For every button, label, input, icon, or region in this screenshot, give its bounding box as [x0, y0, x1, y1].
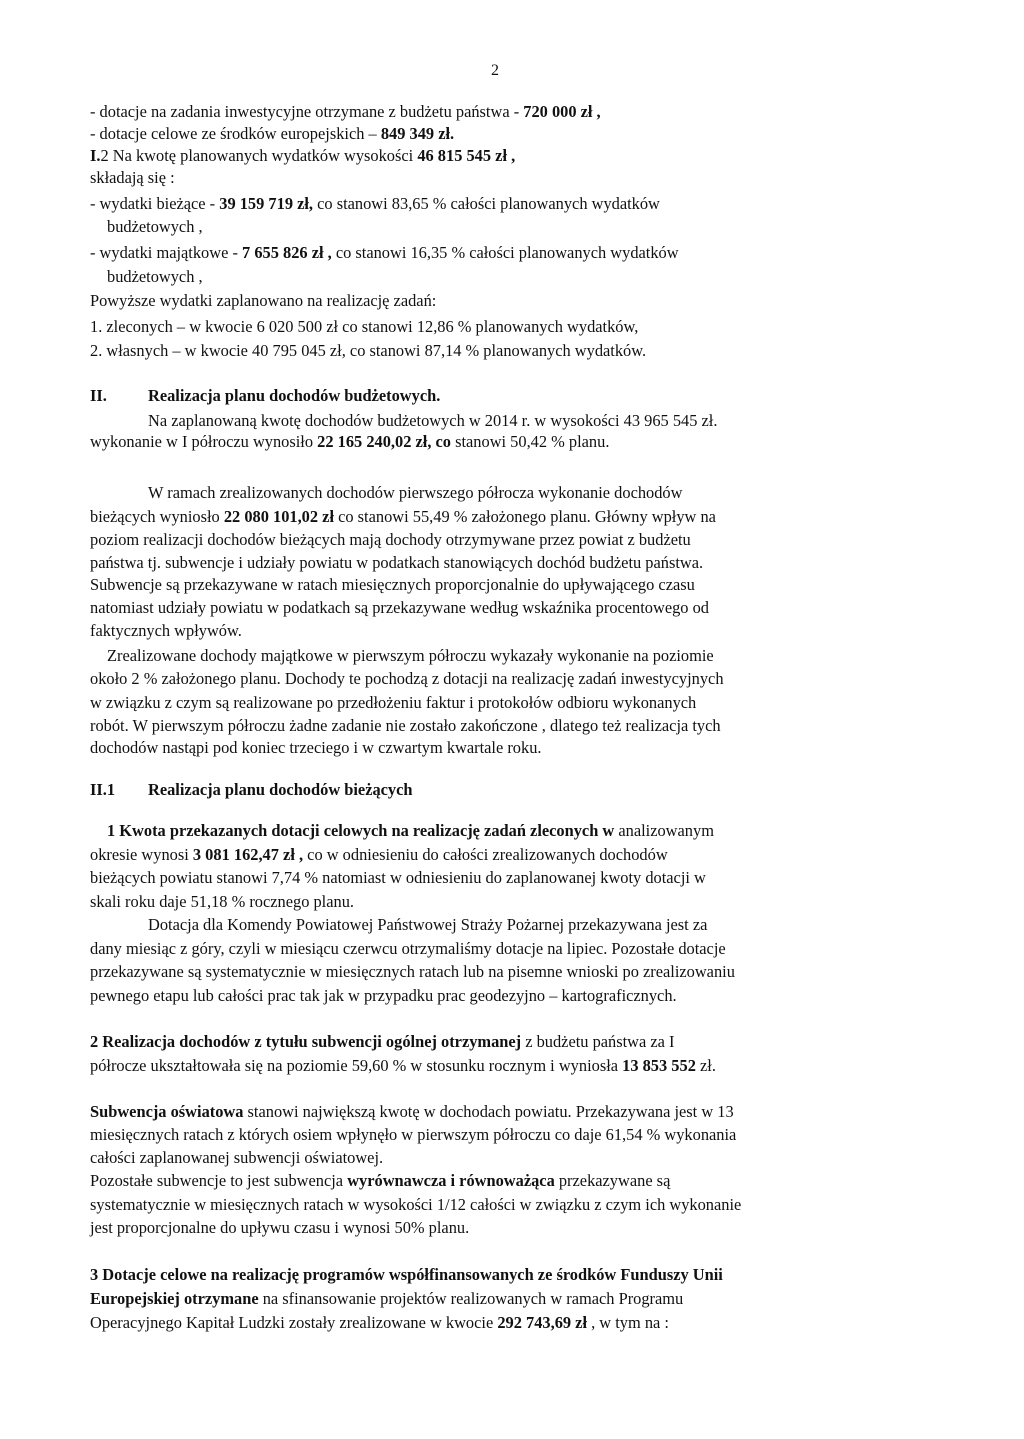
para-2-line-5: dochodów nastąpi pod koniec trzeciego i w czwartym kwartale roku. [90, 738, 542, 757]
item-1-line-2-amount: 3 081 162,47 zł , [192, 845, 304, 864]
item-1-line-8: pewnego etapu lub całości prac tak jak w przypadku prac geodezyjno – kartograficznych. [90, 986, 677, 1005]
intro-line-7-rest: co stanowi 16,35 % całości planowanych wydatków [331, 243, 679, 262]
para-1-line-2-text: bieżących wyniosło [90, 507, 224, 526]
item-4-line-3 [90, 1312, 669, 1334]
item-2-line-2-text: półrocze ukształtowała się na poziomie 59,60 % w stosunku rocznym i wyniosła [90, 1056, 623, 1075]
para-2-line-4: robót. W pierwszym półroczu żadne zadanie nie zostało zakończone , dlatego też realizacja tych [90, 716, 721, 735]
item-1-line-3: bieżących powiatu stanowi 7,74 % natomiast w odniesieniu do zaplanowanej kwoty dotacji w [90, 868, 706, 887]
item-1-line-4: skali roku daje 51,18 % rocznego planu. [90, 892, 354, 911]
item-1-line-2 [90, 844, 668, 866]
para-1-line-3: poziom realizacji dochodów bieżących mają dochody otrzymywane przez powiat z budżetu [90, 530, 691, 549]
item-4-line-1: 3 Dotacje celowe na realizację programów współfinansowanych ze środków Funduszy Unii [90, 1265, 723, 1284]
item-2-line-1-heading: 2 Realizacja dochodów z tytułu subwencji ogólnej otrzymanej [90, 1032, 522, 1051]
item-3-line-6: jest proporcjonalne do upływu czasu i wynosi 50% planu. [90, 1218, 470, 1237]
item-2-line-1-rest: z budżetu państwa za I [521, 1032, 675, 1051]
intro-line-3-text: 2 Na kwotę planowanych wydatków wysokości [100, 146, 418, 165]
item-4-line-3-text: Operacyjnego Kapitał Ludzki zostały zrealizowane w kwocie [90, 1313, 498, 1332]
intro-line-1-amount: 720 000 zł , [523, 102, 601, 121]
item-4-line-2-rest: na sfinansowanie projektów realizowanych w ramach Programu [258, 1289, 684, 1308]
intro-line-6: budżetowych , [107, 217, 203, 236]
intro-line-5-amount: 39 159 719 zł, [219, 194, 314, 213]
item-3-line-4-rest: przekazywane są [554, 1171, 671, 1190]
intro-line-7-text: - wydatki majątkowe - [90, 243, 243, 262]
para-1-line-1: W ramach zrealizowanych dochodów pierwszego półrocza wykonanie dochodów [148, 483, 683, 502]
item-3-line-3: całości zaplanowanej subwencji oświatowej. [90, 1148, 384, 1167]
para-2-line-1: Zrealizowane dochody majątkowe w pierwszym półroczu wykazały wykonanie na poziomie [107, 646, 714, 665]
para-2-line-2: około 2 % założonego planu. Dochody te pochodzą z dotacji na realizację zadań inwestycyjnych [90, 669, 724, 688]
para-1-line-6: natomiast udziały powiatu w podatkach są przekazywane według wskaźnika procentowego od [90, 598, 709, 617]
intro-line-5 [90, 193, 660, 215]
section-2-number: II. [90, 386, 107, 405]
section-2-line-2-rest: stanowi 50,42 % planu. [451, 432, 610, 451]
intro-line-3 [90, 145, 515, 167]
item-3-line-4-bold: wyrównawcza i równoważąca [347, 1171, 555, 1190]
item-3-line-5: systematycznie w miesięcznych ratach w wysokości 1/12 całości w związku z czym ich wykonanie [90, 1195, 742, 1214]
para-1-line-5: Subwencje są przekazywane w ratach miesięcznych proporcjonalnie do upływającego czasu [90, 575, 695, 594]
para-1-line-2-rest: co stanowi 55,49 % założonego planu. Główny wpływ na [334, 507, 716, 526]
intro-line-4: składają się : [90, 168, 175, 187]
intro-line-1-text: - dotacje na zadania inwestycyjne otrzymane z budżetu państwa - [90, 102, 524, 121]
intro-line-9: Powyższe wydatki zaplanowano na realizację zadań: [90, 291, 437, 310]
item-1-line-2-text: okresie wynosi [90, 845, 193, 864]
intro-line-7 [90, 242, 679, 264]
para-1-line-2-amount: 22 080 101,02 zł [223, 507, 335, 526]
intro-line-2 [90, 123, 454, 145]
intro-line-2-text: - dotacje celowe ze środków europejskich – [90, 124, 381, 143]
item-3-line-1-heading: Subwencja oświatowa [90, 1102, 244, 1121]
para-2-line-3: w związku z czym są realizowane po przedłożeniu faktur i protokołów odbioru wykonanych [90, 693, 697, 712]
section-2-line-2-amount: 22 165 240,02 zł, co [317, 432, 451, 451]
item-3-line-4-text: Pozostałe subwencje to jest subwencja [90, 1171, 348, 1190]
section-2-line-1: Na zaplanowaną kwotę dochodów budżetowych w 2014 r. w wysokości 43 965 545 zł. [148, 411, 718, 430]
item-1-line-6: dany miesiąc z góry, czyli w miesiącu czerwcu otrzymaliśmy dotacje na lipiec. Pozostałe dotacje [90, 939, 726, 958]
item-3-line-1-rest: stanowi największą kwotę w dochodach powiatu. Przekazywana jest w 13 [243, 1102, 734, 1121]
para-1-line-2 [90, 506, 716, 528]
item-4-line-2 [90, 1288, 683, 1310]
intro-line-8: budżetowych , [107, 267, 203, 286]
intro-line-11: 2. własnych – w kwocie 40 795 045 zł, co stanowi 87,14 % planowanych wydatków. [90, 341, 647, 360]
item-4-line-3-amount: 292 743,69 zł [497, 1313, 588, 1332]
item-1-line-2-rest: co w odniesieniu do całości zrealizowanych dochodów [303, 845, 668, 864]
item-4-line-3-rest: , w tym na : [587, 1313, 669, 1332]
item-1-line-5: Dotacja dla Komendy Powiatowej Państwowej Straży Pożarnej przekazywana jest za [148, 915, 708, 934]
item-2-line-2-rest: zł. [695, 1056, 716, 1075]
item-3-line-4 [90, 1170, 670, 1192]
intro-line-3-num: I. [90, 146, 101, 165]
intro-line-10: 1. zleconych – w kwocie 6 020 500 zł co stanowi 12,86 % planowanych wydatków, [90, 317, 639, 336]
section-2-line-2 [90, 431, 609, 453]
item-1-line-7: przekazywane są systematycznie w miesięcznych ratach lub na pisemne wnioski po zrealizowaniu [90, 962, 735, 981]
section-2-title: Realizacja planu dochodów budżetowych. [148, 386, 441, 405]
section-2-1-title: Realizacja planu dochodów bieżących [148, 780, 413, 799]
item-2-line-2 [90, 1055, 716, 1077]
section-2-line-2-text: wykonanie w I półroczu wynosiło [90, 432, 318, 451]
section-2-1-number: II.1 [90, 780, 116, 799]
item-4-line-2-heading: Europejskiej otrzymane [90, 1289, 259, 1308]
item-1-line-1 [107, 820, 714, 842]
intro-line-5-rest: co stanowi 83,65 % całości planowanych wydatków [313, 194, 660, 213]
intro-line-1 [90, 101, 601, 123]
intro-line-7-amount: 7 655 826 zł , [242, 243, 332, 262]
item-3-line-1 [90, 1101, 734, 1123]
item-2-line-2-amount: 13 853 552 [622, 1056, 696, 1075]
item-2-line-1 [90, 1031, 675, 1053]
page-number: 2 [491, 62, 499, 79]
item-1-line-1-rest: analizowanym [614, 821, 714, 840]
intro-line-2-amount: 849 349 zł. [380, 124, 455, 143]
item-3-line-2: miesięcznych ratach z których osiem wpłynęło w pierwszym półroczu co daje 61,54 % wykonania [90, 1125, 737, 1144]
intro-line-5-text: - wydatki bieżące - [90, 194, 220, 213]
item-1-line-1-heading: 1 Kwota przekazanych dotacji celowych na realizację zadań zleconych w [107, 821, 615, 840]
para-1-line-7: faktycznych wpływów. [90, 621, 242, 640]
intro-line-3-amount: 46 815 545 zł , [417, 146, 516, 165]
para-1-line-4: państwa tj. subwencje i udziały powiatu w podatkach stanowiących dochód budżetu państwa. [90, 553, 704, 572]
